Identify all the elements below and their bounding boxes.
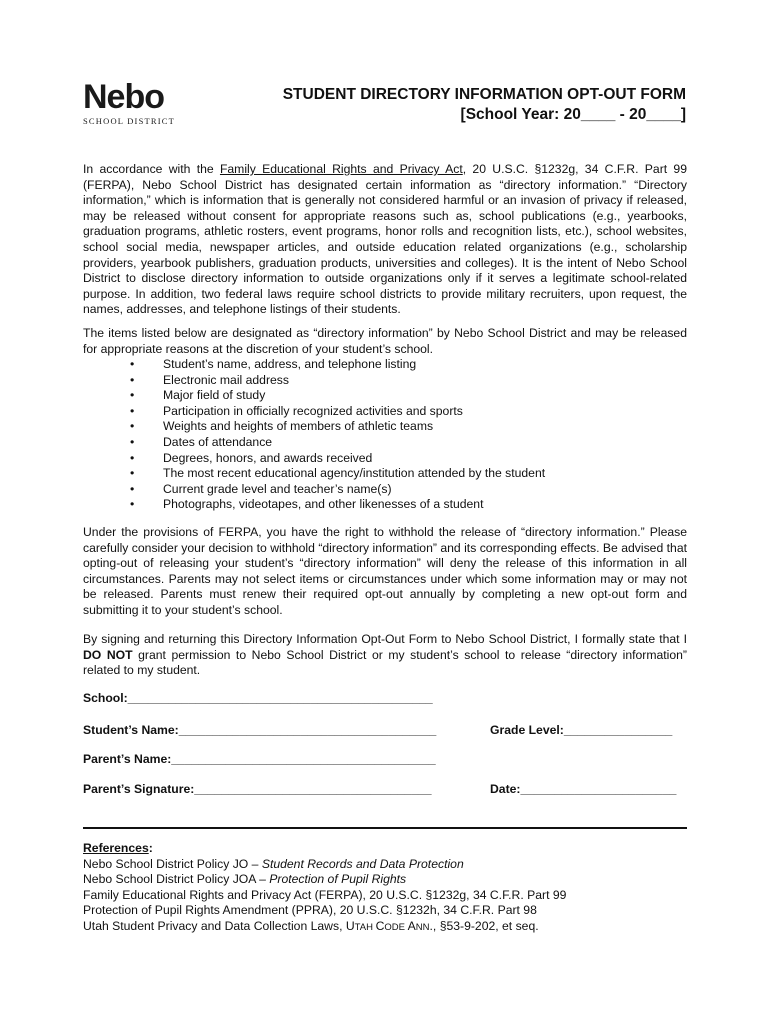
list-item-text: Major field of study	[163, 388, 266, 403]
consent-post: grant permission to Nebo School District or my student’s school to release “directory information” related to my student.	[83, 647, 687, 678]
bullet-icon: •	[130, 372, 135, 387]
list-item	[83, 497, 545, 513]
list-item-text: Electronic mail address	[163, 372, 289, 387]
utah-a: A	[407, 918, 416, 933]
parent-signature-field[interactable]: Parent’s Signature:___________________________________	[83, 782, 432, 796]
section-divider	[83, 827, 687, 829]
references-heading-line	[83, 841, 566, 857]
ferpa-link[interactable]: Family Educational Rights and Privacy Act	[219, 162, 463, 176]
policy-jo-prefix: Nebo School District Policy JO –	[83, 856, 262, 871]
logo-wordmark: Nebo	[83, 78, 164, 116]
bullet-icon: •	[130, 357, 135, 371]
utah-suffix: ., §53-9-202, et seq.	[429, 918, 539, 933]
utah-sc3: NN	[415, 921, 430, 933]
list-item-text: Current grade level and teacher’s name(s)	[163, 481, 392, 496]
list-item	[83, 404, 545, 420]
list-item	[83, 419, 545, 435]
utah-c: C	[375, 918, 385, 933]
reference-ferpa: Family Educational Rights and Privacy Act (FERPA), 20 U.S.C. §1232g, 34 C.F.R. Part 99	[83, 887, 567, 902]
list-item	[83, 357, 545, 373]
bullet-icon: •	[130, 481, 135, 496]
grade-level-field[interactable]: Grade Level:________________	[490, 723, 673, 737]
ferpa-intro-paragraph	[83, 162, 687, 318]
list-item	[83, 435, 545, 451]
policy-jo-title: Student Records and Data Protection	[261, 856, 464, 871]
bullet-icon: •	[130, 388, 135, 403]
list-item-text: Dates of attendance	[163, 434, 273, 449]
bullet-icon: •	[130, 403, 135, 418]
reference-utah-law	[83, 919, 566, 936]
utah-sc2: ODE	[384, 921, 408, 933]
list-item-text: Degrees, honors, and awards received	[163, 450, 373, 465]
list-item-text: Photographs, videotapes, and other likenesses of a student	[163, 497, 484, 512]
list-item	[83, 373, 545, 389]
ferpa-rights-paragraph: Under the provisions of FERPA, you have the right to withhold the release of “directory information.” Please carefully consider your decision to withhold “directory information” and its corresponding effects. Be advised that opting-out of releasing your student’s “directory information” will deny the release of this information in all circumstances. Parents may not select items or circumstances under which some information may or may not be released. Parents must renew their required opt-out annually by completing a new opt-out form and submitting it to your student’s school.	[83, 525, 687, 617]
references-section	[83, 841, 566, 936]
intro-post-link: , 20 U.S.C. §1232g, 34 C.F.R. Part 99 (FERPA), Nebo School District has designated certain information as “directory information.” “Directory information,” which is information that is generally not considered harmful or an invasion of privacy if released, may be released without consent for appropriate reasons such as, school publications (e.g., yearbooks, graduation programs, athletic rosters, event programs, honor rolls and recognition lists, etc.), school websites, school social media, newspaper articles, and outside education related organizations (e.g., scholarship providers, yearbook publishers, graduation products, universities and colleges). It is the intent of Nebo School District to disclose directory information to outside organizations only if it serves a legitimate school-related purpose. In addition, two federal laws require school districts to provide military recruiters, upon request, the names, addresses, and telephone listings of their students.	[83, 162, 687, 317]
parent-name-field[interactable]: Parent’s Name:_______________________________________	[83, 752, 436, 766]
nebo-school-district-logo	[83, 80, 175, 126]
list-item	[83, 388, 545, 404]
reference-policy-jo	[83, 857, 566, 873]
form-title-line1: STUDENT DIRECTORY INFORMATION OPT-OUT FORM	[282, 86, 686, 103]
school-field[interactable]: School:_____________________________________________	[83, 691, 433, 705]
consent-pre: By signing and returning this Directory Information Opt-Out Form to Nebo School District, I formally state that I	[83, 632, 687, 646]
logo-subtitle: SCHOOL DISTRICT	[83, 116, 176, 126]
references-colon: :	[148, 841, 153, 855]
bullet-icon: •	[130, 466, 135, 481]
form-title	[250, 85, 686, 125]
bullet-icon: •	[130, 497, 135, 512]
bullet-icon: •	[130, 450, 135, 465]
intro-pre-link: In accordance with the	[83, 162, 220, 176]
utah-sc1: TAH	[354, 921, 376, 933]
reference-ppra: Protection of Pupil Rights Amendment (PPRA), 20 U.S.C. §1232h, 34 C.F.R. Part 98	[83, 903, 537, 918]
list-item	[83, 466, 545, 482]
bullet-icon: •	[130, 419, 135, 434]
reference-policy-joa	[83, 872, 566, 888]
directory-items-list	[83, 357, 545, 513]
utah-u: U	[345, 918, 355, 933]
directory-items-intro: The items listed below are designated as “directory information” by Nebo School District and may be released for appropriate reasons at the discretion of your student’s school.	[83, 326, 687, 356]
date-field[interactable]: Date:_______________________	[490, 782, 677, 796]
list-item-text: The most recent educational agency/institution attended by the student	[163, 466, 546, 481]
bullet-icon: •	[130, 434, 135, 449]
references-heading: References	[83, 841, 149, 855]
list-item	[83, 451, 545, 467]
utah-prefix: Utah Student Privacy and Data Collection Laws,	[83, 918, 346, 933]
list-item-text: Weights and heights of members of athletic teams	[163, 419, 434, 434]
policy-joa-title: Protection of Pupil Rights	[269, 872, 407, 887]
consent-emphasis: DO NOT	[83, 647, 133, 662]
list-item-text: Participation in officially recognized activities and sports	[163, 403, 463, 418]
consent-statement	[83, 632, 687, 679]
list-item-text: Student’s name, address, and telephone listing	[163, 357, 417, 371]
student-name-field[interactable]: Student’s Name:______________________________________	[83, 723, 437, 737]
policy-joa-prefix: Nebo School District Policy JOA –	[83, 872, 270, 887]
school-year-line: [School Year: 20____ - 20____]	[460, 106, 686, 123]
list-item	[83, 482, 545, 498]
